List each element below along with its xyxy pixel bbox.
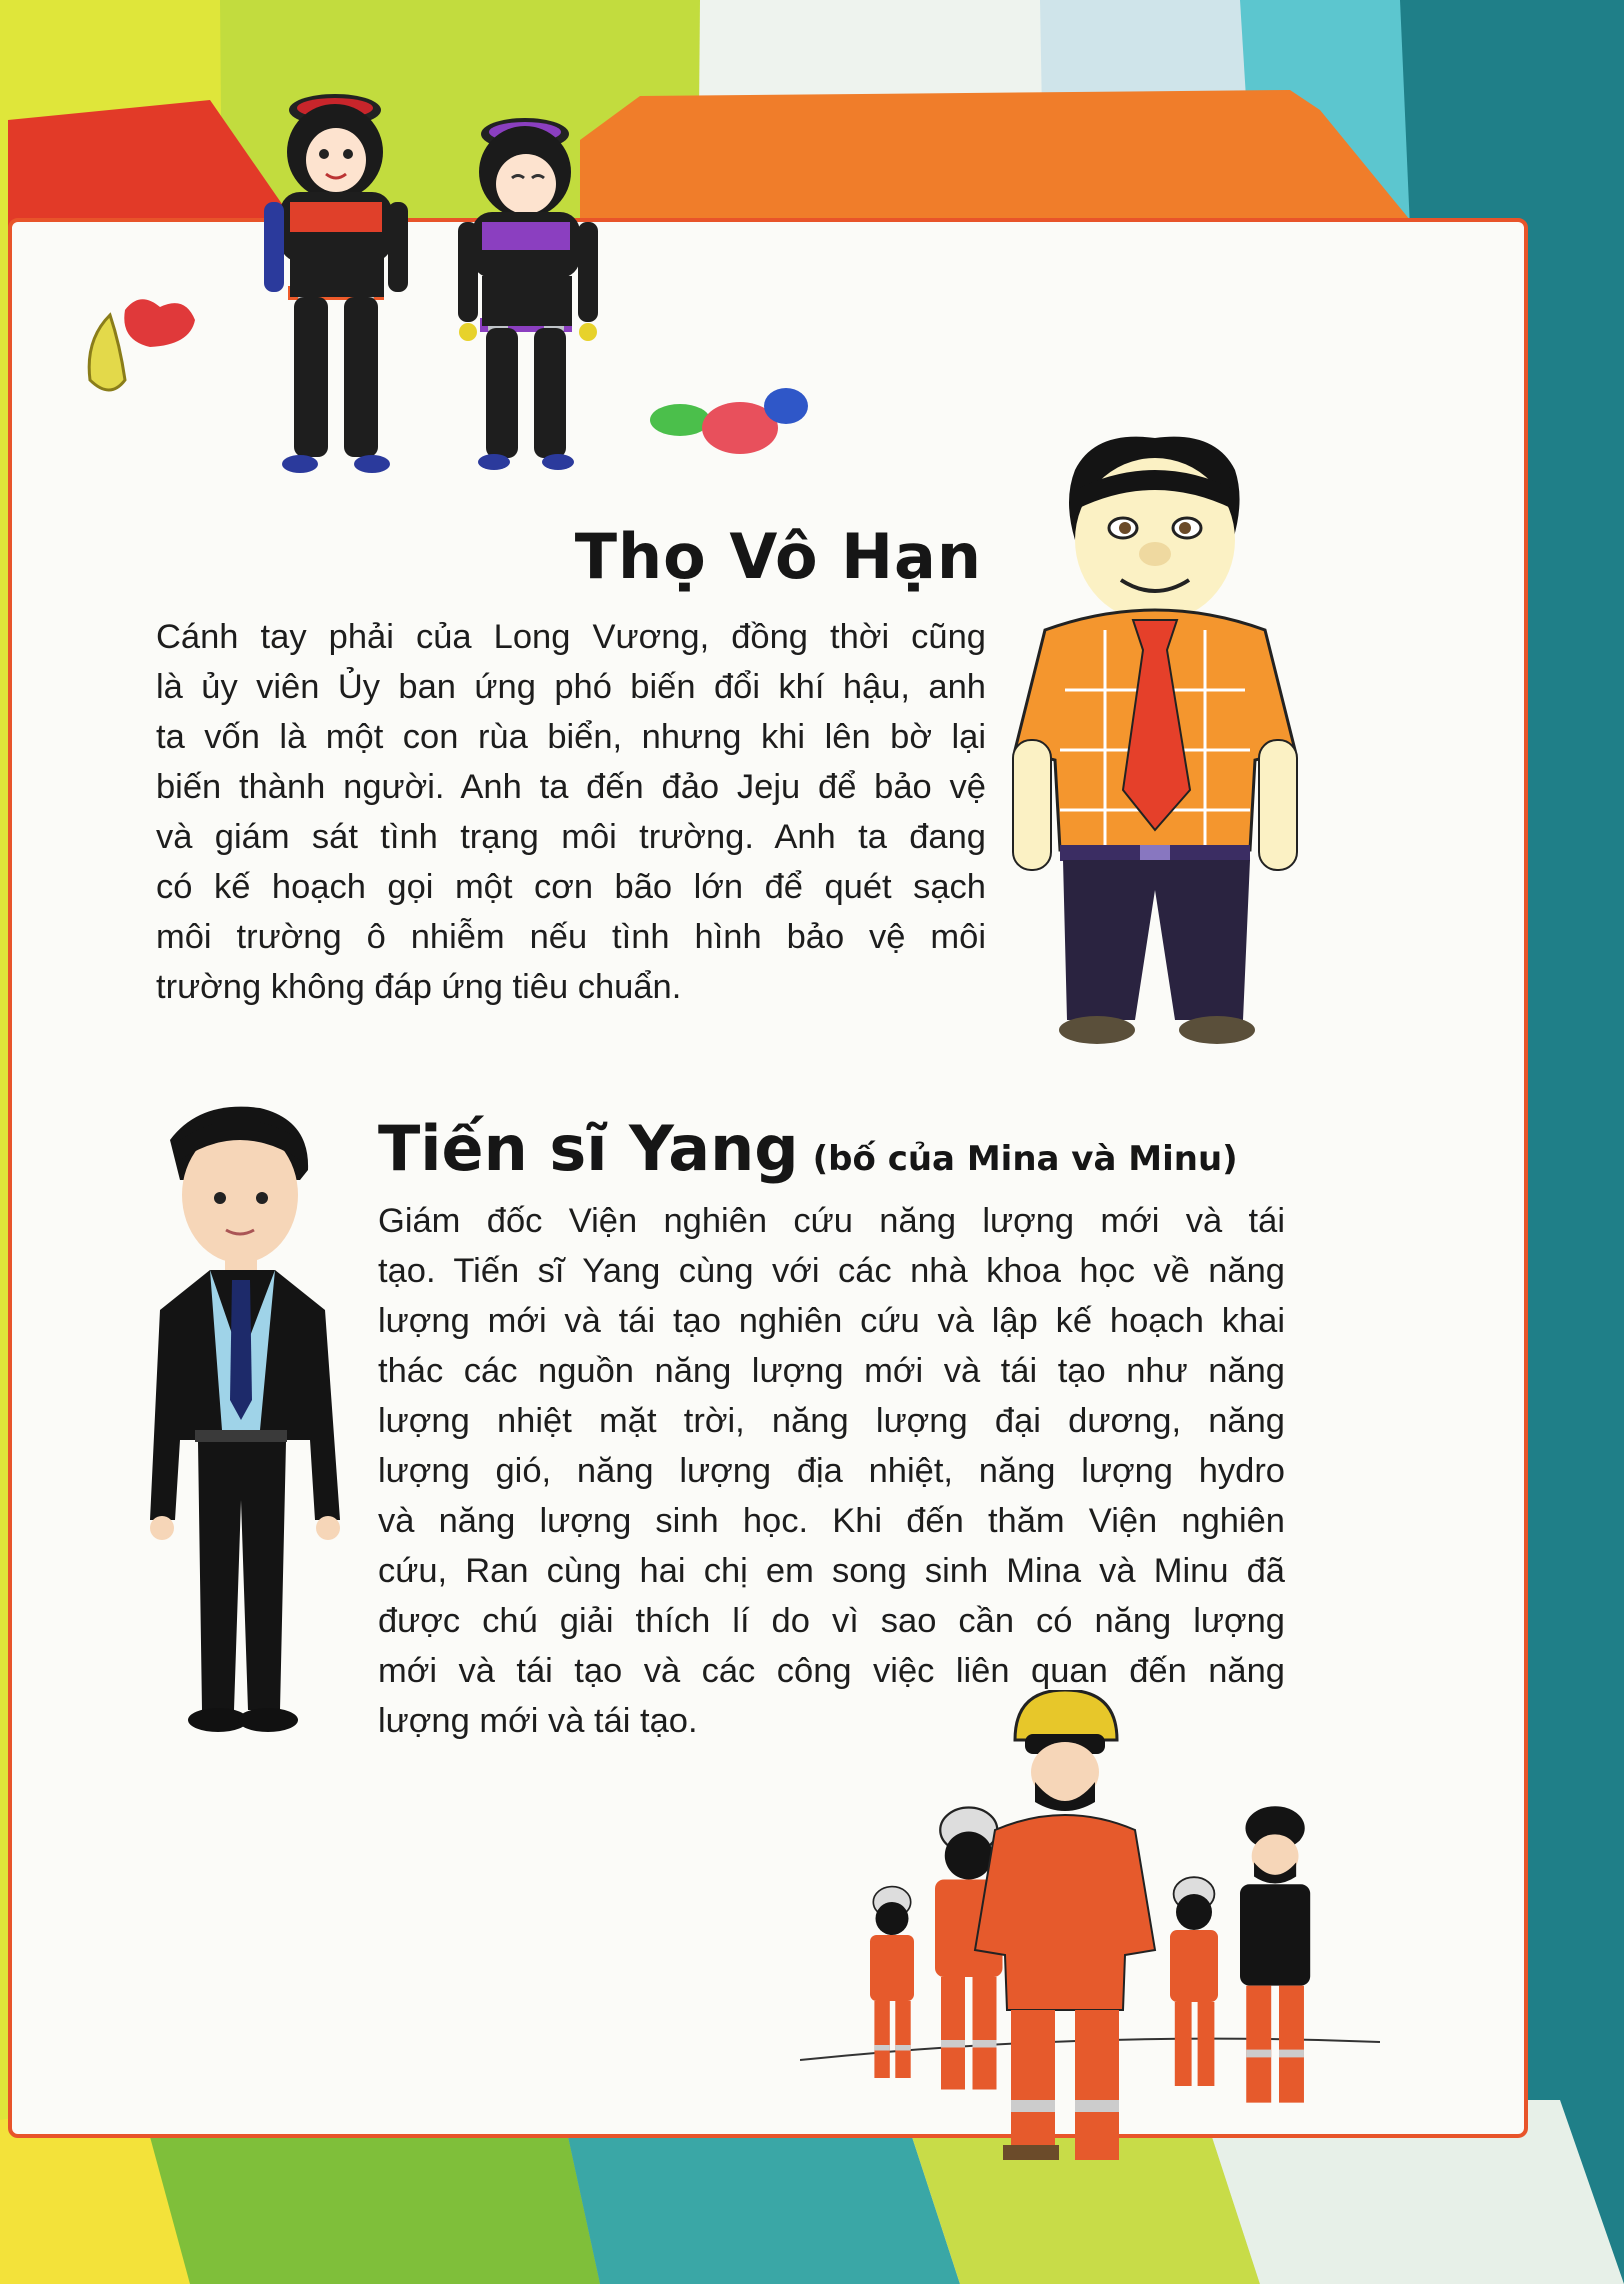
character-name-tien-si-yang	[378, 1112, 1238, 1185]
workers-group-illustration	[800, 1690, 1380, 2160]
bio-line: và năng lượng sinh học. Khi đến thăm Viện nghiên	[378, 1502, 1285, 1540]
diver-characters-illustration	[250, 62, 620, 482]
bio-line: ta vốn là một con rùa biển, nhưng khi lên bờ lại	[156, 718, 986, 756]
bio-line: lượng nhiệt mặt trời, năng lượng đại dương, năng	[378, 1402, 1285, 1440]
bio-line: lượng gió, năng lượng địa nhiệt, năng lượng hydro	[378, 1452, 1285, 1490]
bio-line: trường không đáp ứng tiêu chuẩn.	[156, 968, 682, 1006]
bio-line: lượng mới và tái tạo nghiên cứu và lập kế hoạch khai	[378, 1302, 1285, 1340]
name-main: Tiến sĩ Yang	[378, 1112, 799, 1185]
bio-line: thác các nguồn năng lượng mới và tái tạo như năng	[378, 1352, 1285, 1390]
bio-line: môi trường ô nhiễm nếu tình hình bảo vệ môi	[156, 918, 986, 956]
character-bio-tho-vo-han	[156, 612, 986, 1012]
bio-line: lượng mới và tái tạo.	[378, 1702, 698, 1740]
bio-line: và giám sát tình trạng môi trường. Anh ta đang	[156, 818, 986, 856]
tien-si-yang-illustration	[140, 1100, 350, 1770]
character-name-tho-vo-han: Thọ Vô Hạn	[574, 520, 982, 593]
bio-line: được chú giải thích lí do vì sao cần có năng lượng	[378, 1602, 1285, 1640]
bio-line: là ủy viên Ủy ban ứng phó biến đổi khí hậu, anh	[156, 668, 986, 706]
bio-line: mới và tái tạo và các công việc liên quan đến năng	[378, 1652, 1285, 1690]
bio-line: Giám đốc Viện nghiên cứu năng lượng mới và tái	[378, 1202, 1285, 1240]
bio-line: tạo. Tiến sĩ Yang cùng với các nhà khoa học về năng	[378, 1252, 1285, 1290]
bio-line: Cánh tay phải của Long Vương, đồng thời cũng	[156, 618, 986, 656]
tho-vo-han-illustration	[1005, 430, 1305, 1060]
bio-line: biến thành người. Anh ta đến đảo Jeju để bảo vệ	[156, 768, 986, 806]
pebbles-decoration	[648, 380, 818, 460]
character-bio-tien-si-yang	[378, 1196, 1285, 1746]
name-subtitle: (bố của Mina và Minu)	[812, 1139, 1238, 1179]
bio-line: có kế hoạch gọi một cơn bão lớn để quét sạch	[156, 868, 986, 906]
seashells-decoration	[80, 285, 210, 415]
bio-line: cứu, Ran cùng hai chị em song sinh Mina và Minu đã	[378, 1552, 1285, 1590]
